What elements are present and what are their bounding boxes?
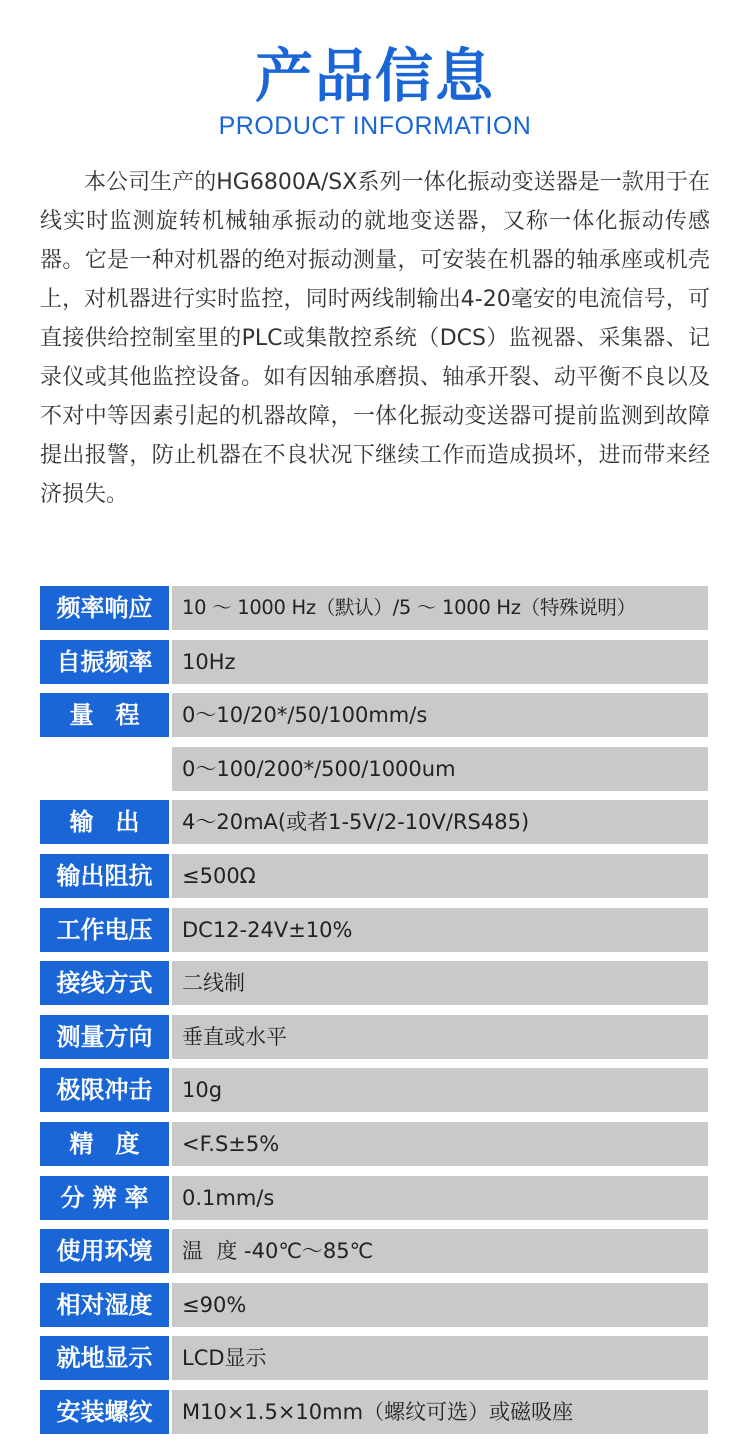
- spec-label: 相对湿度: [40, 1283, 169, 1327]
- spec-row-accuracy: [40, 1122, 708, 1166]
- spec-row-output: [40, 800, 708, 844]
- spec-label: 工作电压: [40, 908, 169, 952]
- spec-value: 二线制: [172, 961, 708, 1005]
- spec-row-mounting-thread: [40, 1390, 708, 1434]
- spec-row-resolution: [40, 1176, 708, 1220]
- spec-label: 输出阻抗: [40, 854, 169, 898]
- spec-value: 垂直或水平: [172, 1015, 708, 1059]
- spec-value: 温 度 -40℃～85℃: [172, 1229, 708, 1273]
- spec-value: 0～10/20*/50/100mm/s: [172, 693, 708, 737]
- product-description: 本公司生产的HG6800A/SX系列一体化振动变送器是一款用于在线实时监测旋转机械轴承振动的就地变送器，又称一体化振动传感器。它是一种对机器的绝对振动测量，可安装在机器的轴承座或机壳上，对机器进行实时监控，同时两线制输出4-20毫安的电流信号，可直接供给控制室里的PLC或集散控系统（DCS）监视器、采集器、记录仪或其他监控设备。如有因轴承磨损、轴承开裂、动平衡不良以及不对中等因素引起的机器故障，一体化振动变送器可提前监测到故障提出报警，防止机器在不良状况下继续工作而造成损坏，进而带来经济损失。: [40, 170, 710, 507]
- spec-value: 0～100/200*/500/1000um: [172, 747, 708, 791]
- spec-value: 10 ～ 1000 Hz（默认）/5 ～ 1000 Hz（特殊说明）: [172, 586, 708, 630]
- spec-value: ≤500Ω: [172, 854, 708, 898]
- spec-label: 频率响应: [40, 586, 169, 630]
- spec-label: 使用环境: [40, 1229, 169, 1273]
- page-subtitle: PRODUCT INFORMATION: [218, 112, 532, 140]
- spec-value: LCD显示: [172, 1336, 708, 1380]
- spec-value: 0.1mm/s: [172, 1176, 708, 1220]
- spec-label: 就地显示: [40, 1336, 169, 1380]
- spec-row-wiring: [40, 961, 708, 1005]
- spec-value: 4～20mA(或者1-5V/2-10V/RS485): [172, 800, 708, 844]
- spec-value: <F.S±5%: [172, 1122, 708, 1166]
- spec-row-shock-limit: [40, 1068, 708, 1112]
- spec-label: 测量方向: [40, 1015, 169, 1059]
- spec-row-humidity: [40, 1283, 708, 1327]
- spec-label: 输出: [40, 800, 169, 844]
- spec-row-operating-voltage: [40, 908, 708, 952]
- spec-value: 10Hz: [172, 640, 708, 684]
- spec-row-measurement-direction: [40, 1015, 708, 1059]
- spec-row-range-displacement: [40, 747, 708, 791]
- spec-row-environment: [40, 1229, 708, 1273]
- spec-value: M10×1.5×10mm（螺纹可选）或磁吸座: [172, 1390, 708, 1434]
- spec-row-range: [40, 693, 708, 737]
- spec-row-natural-frequency: [40, 640, 708, 684]
- spec-label-empty: [40, 747, 169, 791]
- spec-label: 自振频率: [40, 640, 169, 684]
- spec-row-local-display: [40, 1336, 708, 1380]
- spec-label: 精度: [40, 1122, 169, 1166]
- spec-label: 分辨率: [40, 1176, 169, 1220]
- spec-table: [40, 586, 708, 1444]
- spec-row-output-impedance: [40, 854, 708, 898]
- spec-value: ≤90%: [172, 1283, 708, 1327]
- spec-value: 10g: [172, 1068, 708, 1112]
- spec-value: DC12-24V±10%: [172, 908, 708, 952]
- page-title: 产品信息: [254, 42, 495, 110]
- spec-label: 量程: [40, 693, 169, 737]
- page-header: [0, 40, 750, 140]
- spec-label: 极限冲击: [40, 1068, 169, 1112]
- spec-label: 接线方式: [40, 961, 169, 1005]
- spec-label: 安装螺纹: [40, 1390, 169, 1434]
- spec-row-frequency-response: [40, 586, 708, 630]
